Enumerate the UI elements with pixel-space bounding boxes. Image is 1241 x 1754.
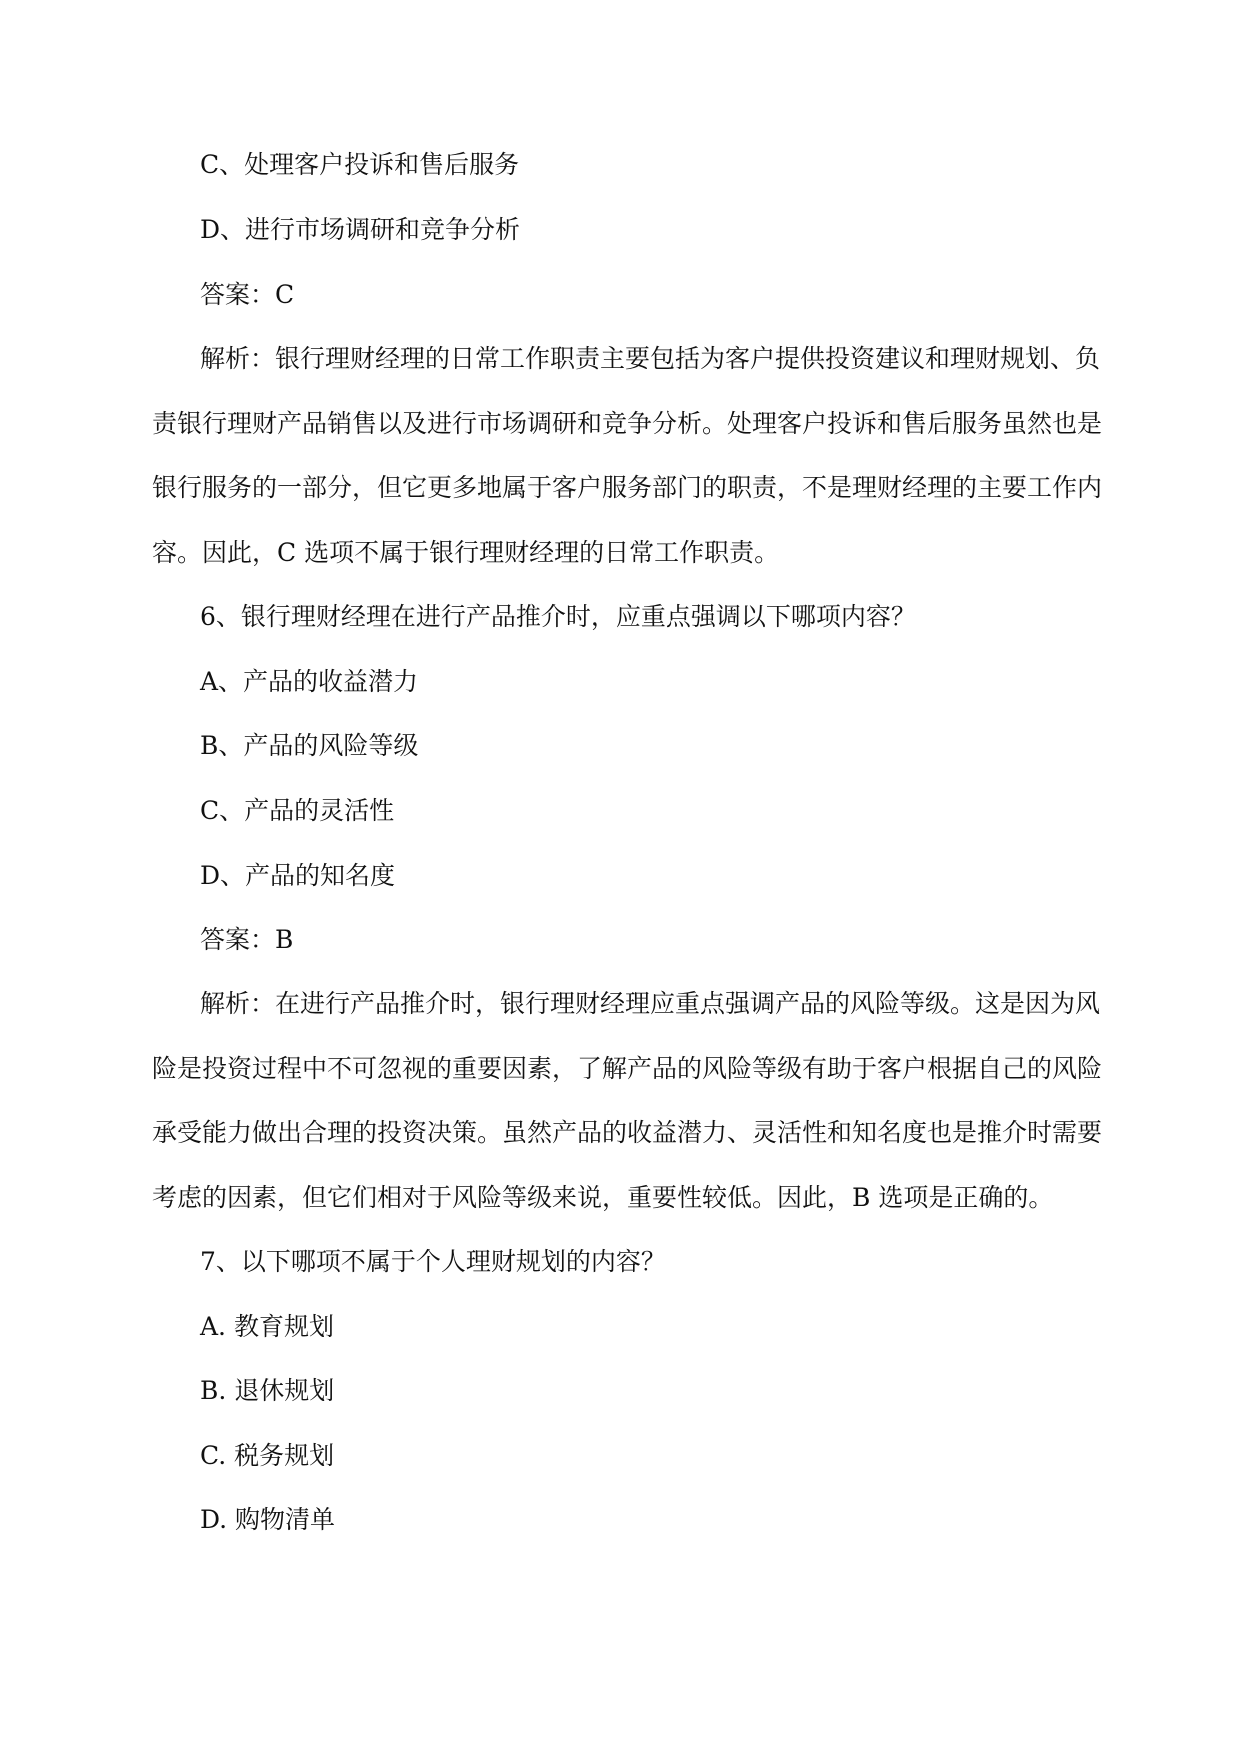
q7-option-a: A. 教育规划: [200, 1312, 334, 1341]
q5-answer: 答案：C: [200, 280, 295, 309]
q5-analysis-line-2: 责银行理财产品销售以及进行市场调研和竞争分析。处理客户投诉和售后服务虽然也是: [152, 409, 1103, 438]
q6-option-a: A、产品的收益潜力: [200, 667, 419, 696]
q6-option-b: B、产品的风险等级: [200, 731, 419, 760]
q6-analysis-line-1: 解析：在进行产品推介时，银行理财经理应重点强调产品的风险等级。这是因为风: [200, 989, 1101, 1018]
q7-option-c: C. 税务规划: [200, 1441, 335, 1470]
q6-analysis-line-3: 承受能力做出合理的投资决策。虽然产品的收益潜力、灵活性和知名度也是推介时需要: [152, 1118, 1103, 1147]
q5-option-d: D、进行市场调研和竞争分析: [200, 215, 521, 244]
q5-option-c: C、处理客户投诉和售后服务: [200, 150, 520, 179]
q5-analysis-line-1: 解析：银行理财经理的日常工作职责主要包括为客户提供投资建议和理财规划、负: [200, 344, 1101, 373]
q7-option-d: D. 购物清单: [200, 1505, 336, 1534]
q6-option-c: C、产品的灵活性: [200, 796, 395, 825]
q7-question: 7、以下哪项不属于个人理财规划的内容？: [200, 1247, 666, 1276]
q6-option-d: D、产品的知名度: [200, 861, 396, 890]
q5-analysis-line-3: 银行服务的一部分，但它更多地属于客户服务部门的职责，不是理财经理的主要工作内: [152, 473, 1103, 502]
q6-analysis-line-2: 险是投资过程中不可忽视的重要因素，了解产品的风险等级有助于客户根据自己的风险: [152, 1054, 1103, 1083]
q7-option-b: B. 退休规划: [200, 1376, 335, 1405]
q6-question: 6、银行理财经理在进行产品推介时，应重点强调以下哪项内容？: [200, 602, 916, 631]
q6-analysis-line-4: 考虑的因素，但它们相对于风险等级来说，重要性较低。因此，B 选项是正确的。: [152, 1183, 1054, 1212]
q5-analysis-line-4: 容。因此，C 选项不属于银行理财经理的日常工作职责。: [152, 538, 780, 567]
q6-answer: 答案：B: [200, 925, 294, 954]
